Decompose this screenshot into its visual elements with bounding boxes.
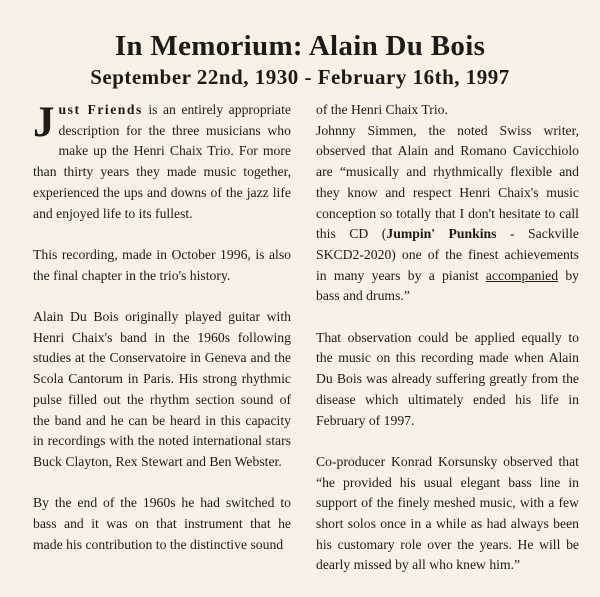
paragraph-bass: By the end of the 1960s he had switched to bass and it was on that instrument that he made his contribution to the distinctive sound: [33, 495, 291, 552]
quote-text-end: by bass and drums.”: [316, 267, 580, 304]
paragraph-biography: Alain Du Bois originally played guitar with Henri Chaix's band in the 1960s following studies at the Conservatoire in Geneva and the Scola Cantorum in Paris. His strong rhythmic pulse filled out the rhythm section sound of the band and he can be heard in this capacity in recordings with the noted international stars Buck Clayton, Rex Stewart and Ben Webster.: [33, 309, 291, 469]
left-column: [33, 100, 291, 576]
drop-cap: J: [33, 99, 55, 146]
paragraph-intro: [33, 100, 291, 224]
paragraph-text: is an entirely appropriate description for the three musicians who make up the Henri Chaix Trio. For more than thirty years they made music together, experienced the ups and downs of the jazz life and enjoyed life to its fullest.: [33, 102, 291, 221]
lead-in: ust Friends: [58, 102, 143, 117]
paragraph-recording: This recording, made in October 1996, is also the final chapter in the trio's history.: [33, 246, 291, 283]
paragraph-simmen-quote: [316, 121, 579, 307]
paragraph-continuation: of the Henri Chaix Trio.: [316, 102, 448, 117]
paragraph-korsunsky-quote: Co-producer Konrad Korsunsky observed that “he provided his usual elegant bass line in support of the finely meshed music, with a few short solos once in a while as had always been his customary role over the years. He will be dearly missed by all who knew him.”: [316, 453, 579, 573]
page-title: In Memorium: Alain Du Bois: [114, 30, 486, 62]
page-subtitle: September 22nd, 1930 - February 16th, 1997: [90, 65, 510, 89]
right-column: [316, 100, 579, 597]
quote-text-middle: - Sackville SKCD2-2020) one of the finest achievements in many years by a pianist: [316, 226, 579, 283]
paragraph-observation: That observation could be applied equally to the music on this recording made when Alain Du Bois was already suffering greatly from the disease which ultimately ended his life in February of 1997.: [316, 329, 579, 428]
quote-text: Johnny Simmen, the noted Swiss writer, observed that Alain and Romano Cavicchiolo are “musically and rhythmically flexible and they know and respect Henri Chaix's music conception so totally that I don't hesitate to call this CD (: [316, 122, 579, 242]
album-title: Jumpin' Punkins: [386, 226, 497, 242]
underlined-word: accompanied: [485, 267, 559, 283]
